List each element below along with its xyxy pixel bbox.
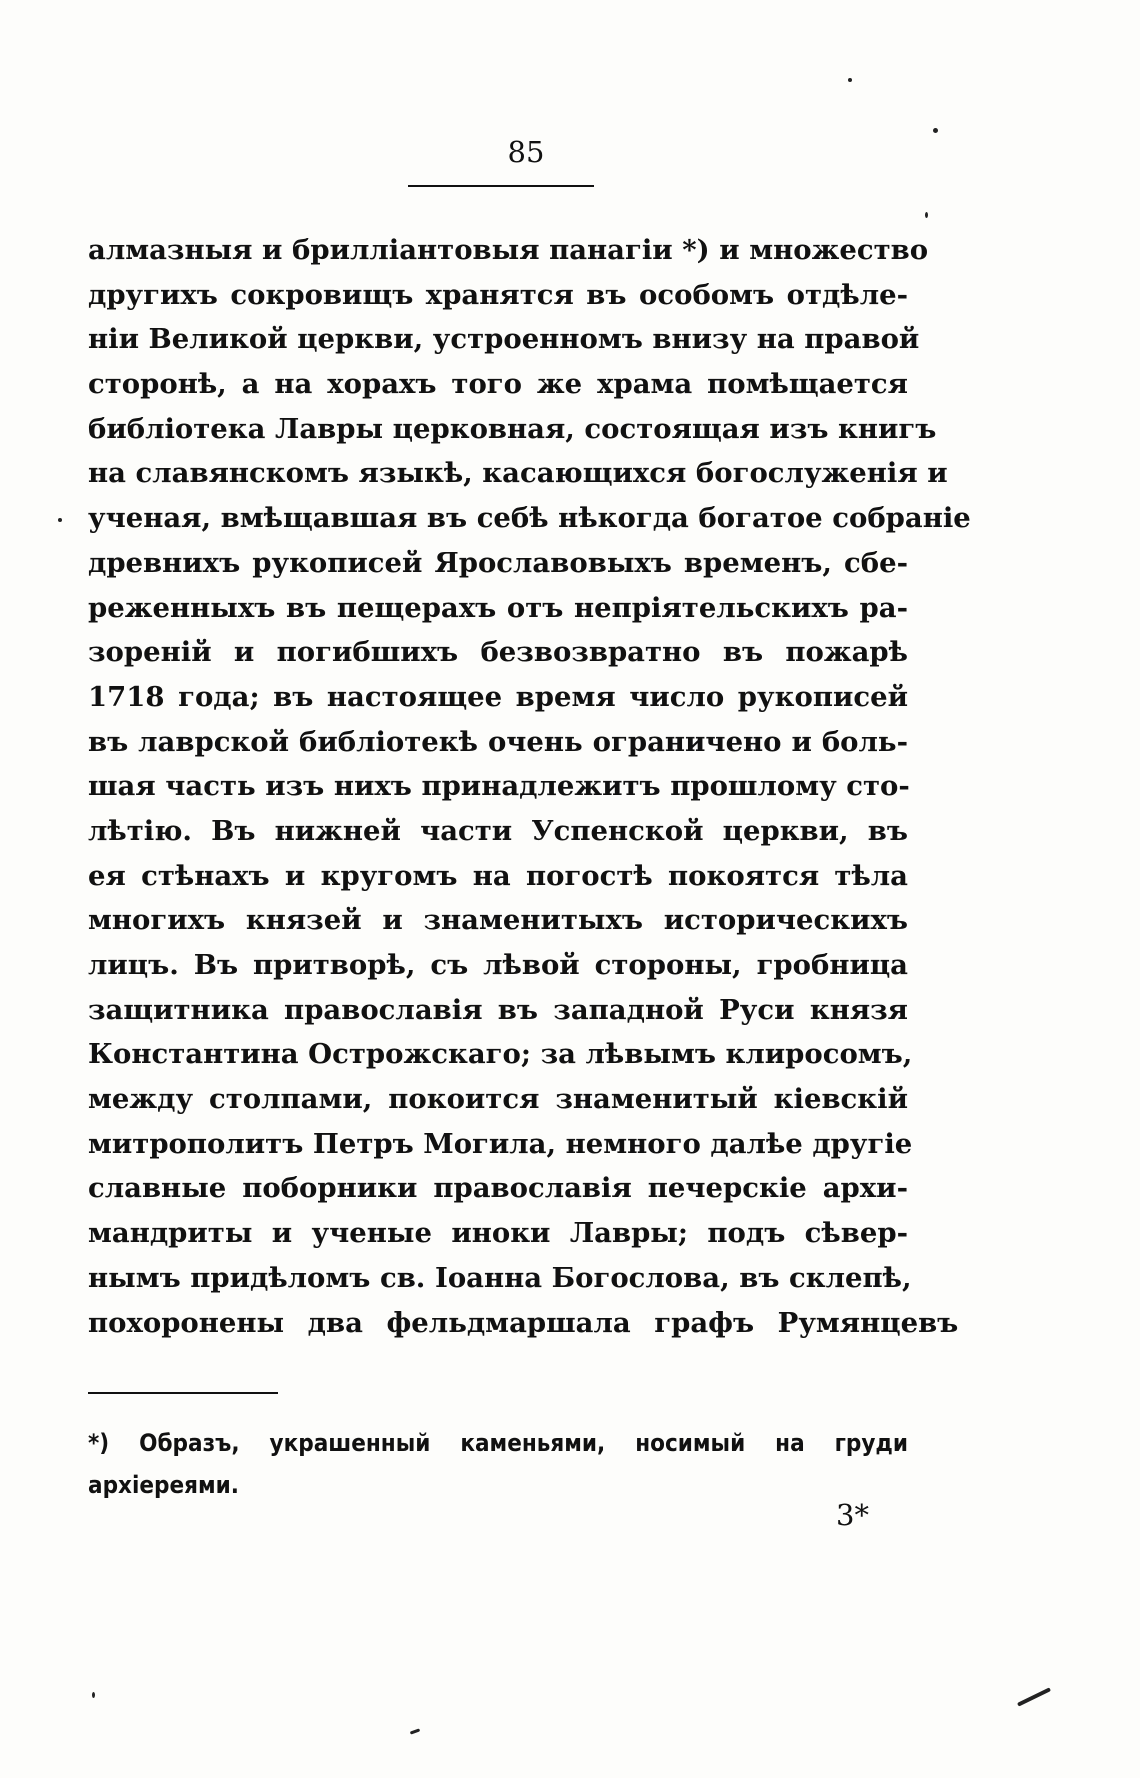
text-line: ея стѣнахъ и кругомъ на погостѣ покоятся тѣла — [88, 859, 908, 892]
text-line: шая часть изъ нихъ принадлежитъ прошлому сто- — [88, 770, 910, 803]
print-speck — [848, 78, 852, 82]
print-speck — [410, 1728, 420, 1734]
text-line: между столпами, покоится знаменитый кіевскій — [88, 1083, 908, 1116]
text-line: въ лаврской библіотекѣ очень ограничено и боль- — [88, 725, 908, 758]
text-line: на славянскомъ языкѣ, касающихся богослуженія и — [88, 457, 948, 490]
text-line: многихъ князей и знаменитыхъ историческихъ — [88, 904, 908, 937]
text-line: славные поборники православія печерскіе архи- — [88, 1172, 908, 1205]
text-line: лѣтію. Въ нижней части Успенской церкви, въ — [88, 814, 908, 847]
text-line: зореній и погибшихъ безвозвратно въ пожарѣ — [88, 636, 908, 669]
header-rule — [408, 185, 594, 187]
text-line: древнихъ рукописей Ярославовыхъ временъ, сбе- — [88, 546, 908, 579]
text-line: библіотека Лавры церковная, состоящая изъ книгъ — [88, 412, 937, 445]
text-line: защитника православія въ западной Руси князя — [88, 993, 908, 1026]
text-line: похоронены два фельдмаршала графъ Румянцевъ — [88, 1306, 959, 1339]
body-text — [88, 228, 971, 1345]
signature-mark: 3* — [836, 1498, 869, 1532]
footnote — [88, 1422, 908, 1506]
text-line: нымъ придѣломъ св. Іоанна Богослова, въ склепѣ, — [88, 1261, 912, 1294]
text-line: Константина Острожскаго; за лѣвымъ клиросомъ, — [88, 1038, 913, 1071]
print-speck — [925, 212, 928, 218]
text-line: сторонѣ, а на хорахъ того же храма помѣщается — [88, 368, 908, 401]
print-speck — [92, 1692, 95, 1698]
page-number: 85 — [507, 135, 545, 169]
print-speck — [933, 128, 938, 133]
text-line: другихъ сокровищъ хранятся въ особомъ отдѣле- — [88, 278, 908, 311]
print-speck — [1017, 1687, 1051, 1706]
text-line: митрополитъ Петръ Могила, немного далѣе другіе — [88, 1127, 913, 1160]
footnote-line: *) Образъ, украшенный каменьями, носимый на груди — [88, 1429, 908, 1457]
text-line: мандриты и ученые иноки Лавры; подъ сѣвер- — [88, 1217, 908, 1250]
text-line: 1718 года; въ настоящее время число рукописей — [88, 680, 908, 713]
print-speck — [58, 518, 62, 522]
text-line: ученая, вмѣщавшая въ себѣ нѣкогда богатое собраніе — [88, 502, 971, 535]
footnote-line: архіереями. — [88, 1471, 239, 1499]
text-line: реженныхъ въ пещерахъ отъ непріятельскихъ ра- — [88, 591, 908, 624]
footnote-rule — [88, 1392, 278, 1394]
text-line: алмазныя и брилліантовыя панагіи *) и множество — [88, 234, 929, 266]
text-line: ніи Великой церкви, устроенномъ внизу на правой — [88, 323, 920, 356]
text-line: лицъ. Въ притворѣ, съ лѣвой стороны, гробница — [88, 949, 908, 981]
